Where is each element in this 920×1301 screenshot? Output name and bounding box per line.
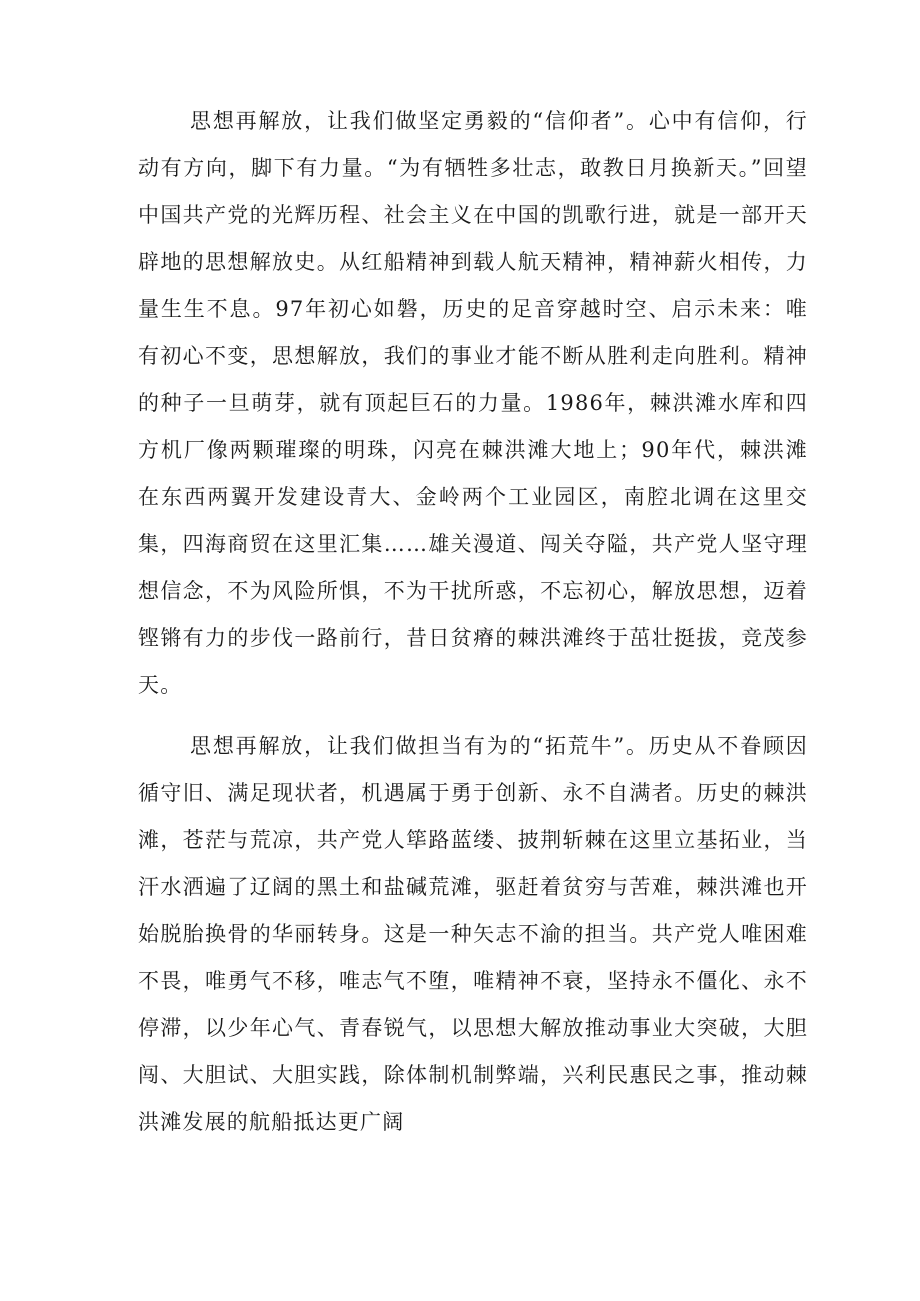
paragraph-faith: 思想再解放，让我们做坚定勇毅的“信仰者”。心中有信仰，行动有方向，脚下有力量。“为有牺牲多壮志，敢教日月换新天。”回望中国共产党的光辉历程、社会主义在中国的凯歌行进，就是一部开天辟地的思想解放史。从红船精神到载人航天精神，精神薪火相传，力量生生不息。97年初心如磐，历史的足音穿越时空、启示未来：唯有初心不变，思想解放，我们的事业才能不断从胜利走向胜利。精神的种子一旦萌芽，就有顶起巨石的力量。1986年，棘洪滩水库和四方机厂像两颗璀璨的明珠，闪亮在棘洪滩大地上；90年代，棘洪滩在东西两翼开发建设青大、金岭两个工业园区，南腔北调在这里交集，四海商贸在这里汇集……雄关漫道、闯关夺隘，共产党人坚守理想信念，不为风险所惧，不为干扰所惑，不忘初心，解放思想，迈着铿锵有力的步伐一路前行，昔日贫瘠的棘洪滩终于茁壮挺拔，竞茂参天。 [138,109,808,697]
paragraph-pioneer: 思想再解放，让我们做担当有为的“拓荒牛”。历史从不眷顾因循守旧、满足现状者，机遇属于勇于创新、永不自满者。历史的棘洪滩，苍茫与荒凉，共产党人筚路蓝缕、披荆斩棘在这里立基拓业，当汗水洒遍了辽阔的黑土和盐碱荒滩，驱赶着贫穷与苦难，棘洪滩也开始脱胎换骨的华丽转身。这是一种矢志不渝的担当。共产党人唯困难不畏，唯勇气不移，唯志气不堕，唯精神不衰，坚持永不僵化、永不停滞，以少年心气、青春锐气，以思想大解放推动事业大突破，大胆闯、大胆试、大胆实践，除体制机制弊端，兴利民惠民之事，推动棘洪滩发展的航船抵达更广阔 [138,734,808,1134]
document-body [138,98,808,1146]
